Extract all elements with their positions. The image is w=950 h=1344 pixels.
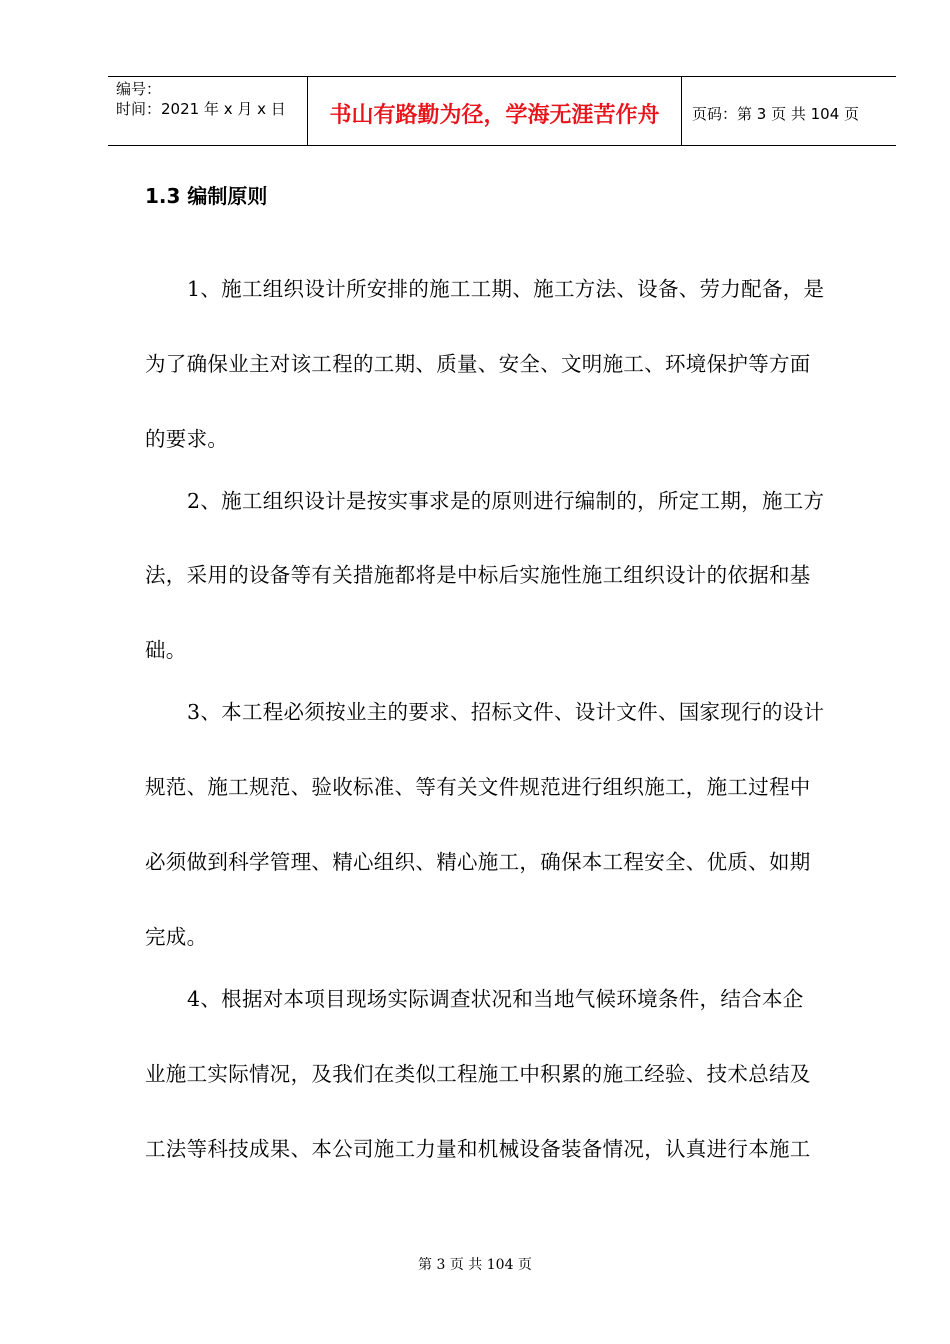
- body-line: 必须做到科学管理、精心组织、精心施工，确保本工程安全、优质、如期: [145, 850, 811, 874]
- body-line: 法，采用的设备等有关措施都将是中标后实施性施工组织设计的依据和基: [145, 563, 811, 587]
- body-line: 2、施工组织设计是按实事求是的原则进行编制的，所定工期，施工方: [187, 489, 825, 513]
- section-heading: 1.3 编制原则: [145, 184, 268, 208]
- body-line: 础。: [145, 638, 187, 662]
- body-line: 的要求。: [145, 427, 229, 451]
- body-line: 为了确保业主对该工程的工期、质量、安全、文明施工、环境保护等方面: [145, 352, 811, 376]
- header-table: [108, 76, 896, 146]
- header-motto: 书山有路勤为径，学海无涯苦作舟: [308, 77, 682, 145]
- page-footer: 第 3 页 共 104 页: [418, 1257, 532, 1273]
- document-number-label: 编号：: [116, 80, 162, 98]
- body-line: 1、施工组织设计所安排的施工工期、施工方法、设备、劳力配备，是: [187, 277, 825, 301]
- body-line: 3、本工程必须按业主的要求、招标文件、设计文件、国家现行的设计: [187, 700, 825, 724]
- body-line: 工法等科技成果、本公司施工力量和机械设备装备情况，认真进行本施工: [145, 1137, 811, 1161]
- document-time-label: 时间：2021 年 x 月 x 日: [116, 100, 286, 118]
- body-line: 规范、施工规范、验收标准、等有关文件规范进行组织施工，施工过程中: [145, 775, 811, 799]
- body-line: 4、根据对本项目现场实际调查状况和当地气候环境条件，结合本企: [187, 987, 804, 1011]
- body-line: 业施工实际情况，及我们在类似工程施工中积累的施工经验、技术总结及: [145, 1062, 811, 1086]
- body-line: 完成。: [145, 925, 208, 949]
- header-page-info: 页码：第 3 页 共 104 页: [692, 104, 860, 123]
- header-meta-cell: [108, 77, 308, 145]
